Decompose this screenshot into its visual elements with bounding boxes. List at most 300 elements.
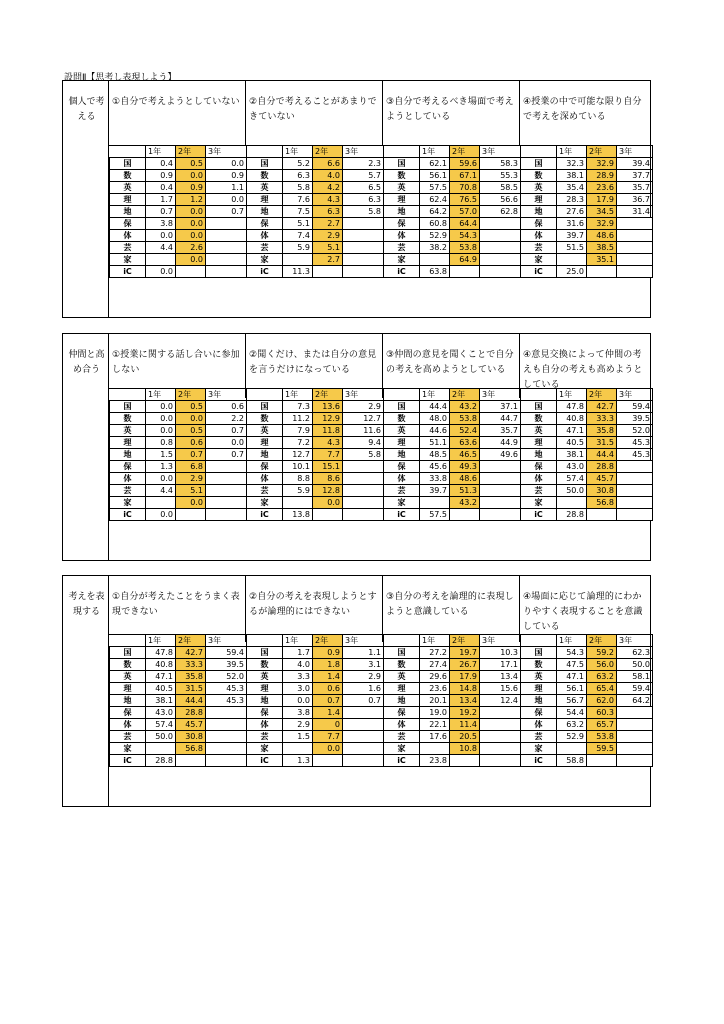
value-cell: 58.1 bbox=[617, 671, 653, 683]
value-cell: 2.7 bbox=[313, 218, 343, 230]
value-cell bbox=[283, 497, 313, 509]
subject-label: 地 bbox=[110, 206, 146, 218]
value-cell: 44.4 bbox=[420, 401, 450, 413]
value-cell: 38.2 bbox=[420, 242, 450, 254]
value-cell bbox=[480, 743, 521, 755]
year-header: 2年 bbox=[450, 635, 480, 647]
value-cell: 1.7 bbox=[283, 647, 313, 659]
value-cell: 31.5 bbox=[176, 683, 206, 695]
value-cell: 50.0 bbox=[146, 731, 176, 743]
table-row bbox=[110, 731, 247, 743]
value-cell: 62.8 bbox=[480, 206, 521, 218]
value-cell: 7.4 bbox=[283, 230, 313, 242]
value-cell: 0.0 bbox=[283, 695, 313, 707]
value-cell: 0.0 bbox=[206, 158, 247, 170]
value-cell: 59.4 bbox=[617, 401, 653, 413]
value-cell: 0.8 bbox=[146, 437, 176, 449]
value-cell: 5.9 bbox=[283, 485, 313, 497]
table-row bbox=[384, 401, 521, 413]
table-row bbox=[521, 158, 653, 170]
subject-label: 芸 bbox=[110, 731, 146, 743]
year-header: 2年 bbox=[176, 146, 206, 158]
question-divider bbox=[109, 634, 652, 635]
year-header: 2年 bbox=[176, 389, 206, 401]
year-header-row bbox=[384, 635, 521, 647]
value-cell: 10.1 bbox=[283, 461, 313, 473]
subject-label: 国 bbox=[521, 647, 557, 659]
value-cell: 1.5 bbox=[146, 449, 176, 461]
value-cell: 45.7 bbox=[587, 473, 617, 485]
question-label: ③自分の考えを論理的に表現しようと意識している bbox=[383, 576, 520, 642]
value-cell bbox=[206, 485, 247, 497]
value-cell: 45.6 bbox=[420, 461, 450, 473]
value-cell: 49.6 bbox=[480, 449, 521, 461]
value-cell: 43.2 bbox=[450, 497, 480, 509]
table-row bbox=[384, 158, 521, 170]
table-row bbox=[521, 230, 653, 242]
subject-label: 保 bbox=[110, 707, 146, 719]
value-cell: 53.8 bbox=[587, 731, 617, 743]
year-header: 1年 bbox=[283, 635, 313, 647]
table-row bbox=[247, 218, 384, 230]
year-header: 2年 bbox=[176, 635, 206, 647]
value-cell bbox=[617, 218, 653, 230]
subject-label: 保 bbox=[247, 218, 283, 230]
value-cell: 39.5 bbox=[206, 659, 247, 671]
value-cell: 48.6 bbox=[450, 473, 480, 485]
subject-label: 家 bbox=[384, 743, 420, 755]
value-cell bbox=[343, 719, 384, 731]
value-cell bbox=[343, 485, 384, 497]
value-cell: 1.3 bbox=[146, 461, 176, 473]
value-cell bbox=[617, 254, 653, 266]
value-cell: 2.3 bbox=[343, 158, 384, 170]
value-cell: 28.8 bbox=[587, 461, 617, 473]
subject-label: 地 bbox=[521, 695, 557, 707]
value-cell: 1.1 bbox=[206, 182, 247, 194]
table-row bbox=[384, 497, 521, 509]
value-cell: 17.1 bbox=[480, 659, 521, 671]
subject-label: iC bbox=[247, 755, 283, 767]
value-cell bbox=[146, 254, 176, 266]
year-header-row bbox=[110, 389, 247, 401]
table-row bbox=[384, 743, 521, 755]
value-cell bbox=[283, 254, 313, 266]
year-header: 3年 bbox=[480, 635, 521, 647]
value-cell bbox=[343, 707, 384, 719]
table-row bbox=[247, 485, 384, 497]
table-row bbox=[110, 449, 247, 461]
value-cell: 0 bbox=[313, 719, 343, 731]
table-row bbox=[384, 242, 521, 254]
table-row bbox=[247, 425, 384, 437]
table-row bbox=[247, 266, 384, 278]
table-row bbox=[247, 230, 384, 242]
category-label: 個人で考える bbox=[68, 97, 105, 122]
result-table bbox=[383, 634, 521, 767]
table-row bbox=[384, 206, 521, 218]
value-cell: 38.5 bbox=[587, 242, 617, 254]
table-row bbox=[384, 731, 521, 743]
header-spacer bbox=[110, 146, 146, 158]
value-cell: 56.1 bbox=[420, 170, 450, 182]
result-table bbox=[109, 634, 247, 767]
value-cell bbox=[450, 509, 480, 521]
value-cell: 10.3 bbox=[480, 647, 521, 659]
subject-label: 芸 bbox=[384, 731, 420, 743]
year-header: 3年 bbox=[617, 146, 653, 158]
value-cell: 6.6 bbox=[313, 158, 343, 170]
value-cell: 5.1 bbox=[313, 242, 343, 254]
question-label: ④意見交換によって仲間の考えも自分の考えも高めようとしている bbox=[523, 350, 643, 390]
value-cell bbox=[206, 743, 247, 755]
value-cell: 32.9 bbox=[587, 218, 617, 230]
value-cell bbox=[343, 461, 384, 473]
table-row bbox=[247, 755, 384, 767]
value-cell: 52.0 bbox=[617, 425, 653, 437]
year-header-row bbox=[247, 635, 384, 647]
value-cell: 29.6 bbox=[420, 671, 450, 683]
value-cell bbox=[480, 218, 521, 230]
table-row bbox=[247, 683, 384, 695]
table-row bbox=[247, 659, 384, 671]
subject-label: 地 bbox=[247, 695, 283, 707]
table-row bbox=[384, 266, 521, 278]
value-cell: 5.8 bbox=[343, 206, 384, 218]
subject-label: 体 bbox=[110, 230, 146, 242]
year-header: 3年 bbox=[343, 635, 384, 647]
value-cell: 65.7 bbox=[587, 719, 617, 731]
subject-label: 芸 bbox=[384, 485, 420, 497]
value-cell: 4.0 bbox=[283, 659, 313, 671]
table-row bbox=[384, 473, 521, 485]
table-row bbox=[110, 437, 247, 449]
value-cell bbox=[343, 497, 384, 509]
value-cell: 30.8 bbox=[176, 731, 206, 743]
subject-label: 芸 bbox=[247, 242, 283, 254]
table-row bbox=[110, 671, 247, 683]
value-cell: 36.7 bbox=[617, 194, 653, 206]
value-cell: 0.9 bbox=[146, 170, 176, 182]
value-cell: 52.9 bbox=[420, 230, 450, 242]
subject-label: 英 bbox=[247, 671, 283, 683]
subject-label: 家 bbox=[521, 497, 557, 509]
value-cell: 52.4 bbox=[450, 425, 480, 437]
value-cell: 0.7 bbox=[206, 425, 247, 437]
subject-label: 家 bbox=[110, 743, 146, 755]
value-cell: 42.7 bbox=[587, 401, 617, 413]
subject-label: 国 bbox=[110, 401, 146, 413]
subject-label: 理 bbox=[521, 437, 557, 449]
value-cell bbox=[480, 254, 521, 266]
table-row bbox=[247, 695, 384, 707]
year-header: 2年 bbox=[313, 635, 343, 647]
table-row bbox=[110, 473, 247, 485]
value-cell: 12.8 bbox=[313, 485, 343, 497]
value-cell: 3.1 bbox=[343, 659, 384, 671]
value-cell bbox=[480, 266, 521, 278]
year-header: 1年 bbox=[146, 389, 176, 401]
subject-label: iC bbox=[521, 266, 557, 278]
subject-label: 地 bbox=[247, 449, 283, 461]
value-cell: 13.6 bbox=[313, 401, 343, 413]
subject-label: 地 bbox=[110, 695, 146, 707]
value-cell bbox=[420, 743, 450, 755]
value-cell bbox=[206, 707, 247, 719]
value-cell: 62.3 bbox=[617, 647, 653, 659]
year-header: 1年 bbox=[557, 635, 587, 647]
result-table bbox=[383, 145, 521, 278]
subject-label: 芸 bbox=[521, 242, 557, 254]
value-cell: 1.4 bbox=[313, 707, 343, 719]
value-cell: 43.2 bbox=[450, 401, 480, 413]
value-cell: 0.0 bbox=[146, 473, 176, 485]
value-cell: 50.0 bbox=[617, 659, 653, 671]
value-cell: 3.8 bbox=[283, 707, 313, 719]
question-label: ②自分で考えることがあまりできていない bbox=[246, 81, 383, 145]
table-row bbox=[384, 230, 521, 242]
table-row bbox=[247, 158, 384, 170]
subject-label: 保 bbox=[521, 707, 557, 719]
value-cell bbox=[557, 743, 587, 755]
subject-label: iC bbox=[110, 755, 146, 767]
value-cell: 0.7 bbox=[146, 206, 176, 218]
value-cell: 57.4 bbox=[557, 473, 587, 485]
value-cell: 6.3 bbox=[313, 206, 343, 218]
value-cell: 37.7 bbox=[617, 170, 653, 182]
value-cell: 0.0 bbox=[206, 437, 247, 449]
value-cell: 11.8 bbox=[313, 425, 343, 437]
year-header-row bbox=[110, 146, 247, 158]
value-cell: 0.5 bbox=[176, 401, 206, 413]
year-header: 2年 bbox=[313, 146, 343, 158]
table-row bbox=[384, 659, 521, 671]
year-header: 1年 bbox=[420, 635, 450, 647]
value-cell: 4.2 bbox=[313, 182, 343, 194]
subject-label: 理 bbox=[110, 437, 146, 449]
subject-label: 国 bbox=[110, 647, 146, 659]
value-cell: 45.3 bbox=[617, 437, 653, 449]
subject-label: 芸 bbox=[521, 485, 557, 497]
subject-label: 理 bbox=[247, 194, 283, 206]
table-row bbox=[521, 266, 653, 278]
value-cell: 0.6 bbox=[176, 437, 206, 449]
value-cell bbox=[617, 461, 653, 473]
question-label: ③自分で考えるべき場面で考えようとしている bbox=[383, 81, 520, 145]
year-header: 2年 bbox=[587, 635, 617, 647]
value-cell bbox=[206, 266, 247, 278]
value-cell: 13.4 bbox=[480, 671, 521, 683]
table-row bbox=[384, 719, 521, 731]
year-header: 3年 bbox=[343, 389, 384, 401]
table-row bbox=[384, 425, 521, 437]
table-row bbox=[384, 170, 521, 182]
value-cell: 58.5 bbox=[480, 182, 521, 194]
value-cell bbox=[480, 707, 521, 719]
subject-label: 英 bbox=[521, 182, 557, 194]
table-row bbox=[110, 206, 247, 218]
value-cell: 27.2 bbox=[420, 647, 450, 659]
year-header: 2年 bbox=[450, 389, 480, 401]
table-row bbox=[247, 671, 384, 683]
value-cell bbox=[480, 461, 521, 473]
value-cell bbox=[206, 755, 247, 767]
table-row bbox=[521, 731, 653, 743]
value-cell: 60.8 bbox=[420, 218, 450, 230]
value-cell: 0.7 bbox=[206, 449, 247, 461]
subject-label: 体 bbox=[521, 719, 557, 731]
year-header: 3年 bbox=[480, 389, 521, 401]
value-cell: 1.6 bbox=[343, 683, 384, 695]
table-row bbox=[247, 647, 384, 659]
table-row bbox=[110, 743, 247, 755]
category-cell bbox=[63, 576, 109, 806]
value-cell: 45.3 bbox=[617, 449, 653, 461]
value-cell bbox=[587, 755, 617, 767]
value-cell: 19.0 bbox=[420, 707, 450, 719]
table-row bbox=[521, 707, 653, 719]
value-cell bbox=[450, 755, 480, 767]
value-cell: 15.6 bbox=[480, 683, 521, 695]
value-cell: 31.6 bbox=[557, 218, 587, 230]
value-cell: 0.0 bbox=[176, 497, 206, 509]
subject-label: iC bbox=[521, 509, 557, 521]
value-cell: 1.3 bbox=[283, 755, 313, 767]
value-cell bbox=[146, 497, 176, 509]
table-row bbox=[247, 497, 384, 509]
value-cell: 64.9 bbox=[450, 254, 480, 266]
subject-label: 芸 bbox=[110, 242, 146, 254]
table-row bbox=[110, 647, 247, 659]
value-cell: 19.7 bbox=[450, 647, 480, 659]
value-cell: 20.1 bbox=[420, 695, 450, 707]
table-row bbox=[247, 182, 384, 194]
subject-label: 数 bbox=[384, 170, 420, 182]
year-header: 1年 bbox=[146, 146, 176, 158]
subject-label: 英 bbox=[384, 182, 420, 194]
table-row bbox=[247, 743, 384, 755]
subject-label: 保 bbox=[110, 461, 146, 473]
value-cell: 0.7 bbox=[206, 206, 247, 218]
value-cell bbox=[617, 242, 653, 254]
value-cell: 0.0 bbox=[313, 743, 343, 755]
value-cell bbox=[480, 497, 521, 509]
value-cell: 54.3 bbox=[557, 647, 587, 659]
year-header: 1年 bbox=[557, 146, 587, 158]
header-spacer bbox=[384, 635, 420, 647]
subject-label: 理 bbox=[384, 194, 420, 206]
year-header: 3年 bbox=[480, 146, 521, 158]
subject-label: 保 bbox=[521, 218, 557, 230]
value-cell: 6.3 bbox=[283, 170, 313, 182]
table-row bbox=[521, 242, 653, 254]
value-cell: 23.6 bbox=[587, 182, 617, 194]
subject-label: 保 bbox=[247, 707, 283, 719]
value-cell bbox=[343, 218, 384, 230]
value-cell: 11.4 bbox=[450, 719, 480, 731]
table-row bbox=[384, 254, 521, 266]
value-cell: 26.7 bbox=[450, 659, 480, 671]
category-cell bbox=[63, 334, 109, 560]
subject-label: 保 bbox=[521, 461, 557, 473]
result-table bbox=[520, 388, 653, 521]
value-cell: 59.4 bbox=[617, 683, 653, 695]
subject-label: iC bbox=[247, 266, 283, 278]
table-row bbox=[521, 425, 653, 437]
table-row bbox=[247, 461, 384, 473]
value-cell: 31.4 bbox=[617, 206, 653, 218]
question-label: ②聞くだけ、または自分の意見を言うだけになっている bbox=[246, 334, 383, 398]
table-row bbox=[110, 485, 247, 497]
value-cell: 57.5 bbox=[420, 182, 450, 194]
value-cell: 11.3 bbox=[283, 266, 313, 278]
table-row bbox=[384, 671, 521, 683]
value-cell: 51.5 bbox=[557, 242, 587, 254]
value-cell: 53.8 bbox=[450, 242, 480, 254]
subject-label: 家 bbox=[110, 497, 146, 509]
table-row bbox=[247, 509, 384, 521]
value-cell: 47.8 bbox=[557, 401, 587, 413]
value-cell: 56.8 bbox=[587, 497, 617, 509]
subject-label: 体 bbox=[521, 473, 557, 485]
value-cell: 23.8 bbox=[420, 755, 450, 767]
value-cell: 12.7 bbox=[283, 449, 313, 461]
table-row bbox=[110, 509, 247, 521]
subject-label: 家 bbox=[247, 254, 283, 266]
value-cell bbox=[343, 755, 384, 767]
question-label: ①自分で考えようとしていない bbox=[109, 81, 246, 145]
value-cell: 39.7 bbox=[557, 230, 587, 242]
value-cell: 7.5 bbox=[283, 206, 313, 218]
subject-label: 国 bbox=[384, 647, 420, 659]
table-row bbox=[247, 401, 384, 413]
result-table bbox=[520, 145, 653, 278]
value-cell: 2.9 bbox=[176, 473, 206, 485]
value-cell: 39.5 bbox=[617, 413, 653, 425]
table-row bbox=[521, 755, 653, 767]
value-cell: 0.7 bbox=[176, 449, 206, 461]
value-cell bbox=[206, 230, 247, 242]
table-row bbox=[521, 194, 653, 206]
subject-label: 国 bbox=[384, 158, 420, 170]
subject-label: 国 bbox=[110, 158, 146, 170]
subject-label: 保 bbox=[384, 218, 420, 230]
value-cell: 3.0 bbox=[283, 683, 313, 695]
value-cell: 25.0 bbox=[557, 266, 587, 278]
value-cell: 0.7 bbox=[343, 695, 384, 707]
value-cell: 40.8 bbox=[557, 413, 587, 425]
table-row bbox=[521, 695, 653, 707]
subject-label: 英 bbox=[110, 425, 146, 437]
value-cell: 15.1 bbox=[313, 461, 343, 473]
table-row bbox=[384, 509, 521, 521]
table-row bbox=[110, 254, 247, 266]
value-cell: 0.0 bbox=[176, 413, 206, 425]
value-cell: 0.5 bbox=[176, 158, 206, 170]
value-cell bbox=[206, 461, 247, 473]
table-row bbox=[384, 182, 521, 194]
header-spacer bbox=[521, 146, 557, 158]
subject-label: 保 bbox=[110, 218, 146, 230]
value-cell bbox=[480, 242, 521, 254]
value-cell: 34.5 bbox=[587, 206, 617, 218]
subject-label: 芸 bbox=[247, 731, 283, 743]
table-row bbox=[521, 671, 653, 683]
value-cell: 28.9 bbox=[587, 170, 617, 182]
subject-label: 保 bbox=[247, 461, 283, 473]
value-cell: 5.2 bbox=[283, 158, 313, 170]
value-cell: 47.1 bbox=[146, 671, 176, 683]
